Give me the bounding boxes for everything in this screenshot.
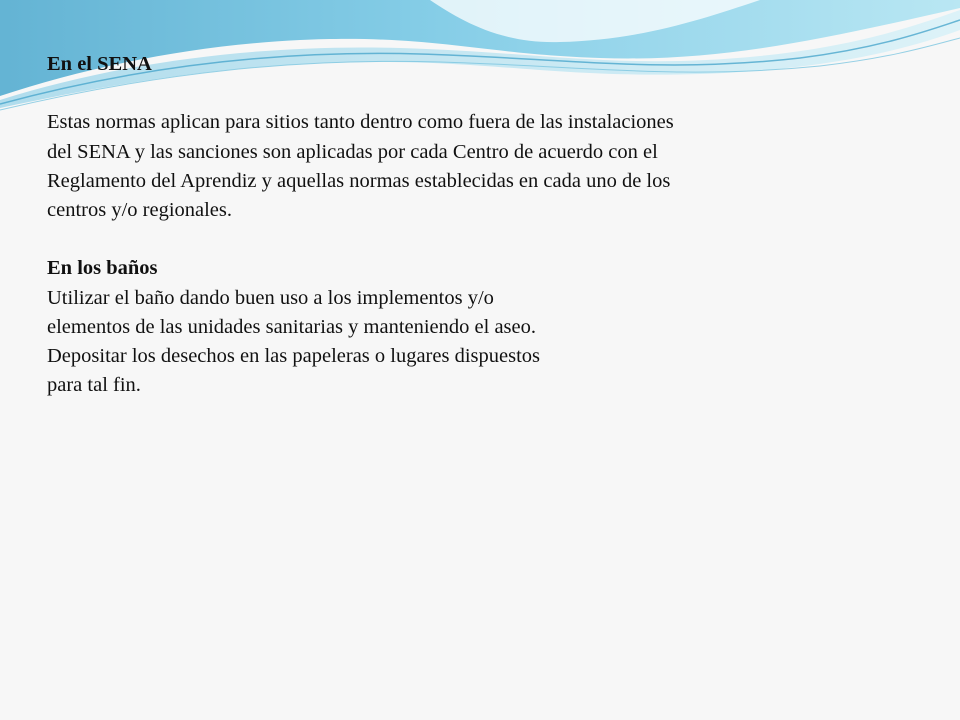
sena-text-line: del SENA y las sanciones son aplicadas por cada Centro de acuerdo con el [47, 140, 658, 163]
section-heading-banos: En los baños [47, 257, 158, 280]
slide-content [47, 50, 867, 400]
sena-text-line: centros y/o regionales. [47, 199, 233, 221]
banos-text-line: para tal fin. [47, 374, 141, 397]
section-heading-sena: En el SENA [47, 53, 152, 75]
banos-text-line: elementos de las unidades sanitarias y manteniendo el aseo. [47, 315, 536, 338]
banos-text-line: Utilizar el baño dando buen uso a los implementos y/o [47, 286, 494, 309]
banos-text-line: Depositar los desechos en las papeleras o lugares dispuestos [47, 345, 541, 367]
spacer [47, 225, 867, 254]
sena-text-line: Estas normas aplican para sitios tanto dentro como fuera de las instalaciones [47, 111, 674, 134]
sena-text-line: Reglamento del Aprendiz y aquellas normas establecidas en cada uno de los [47, 169, 671, 192]
spacer [47, 79, 867, 108]
